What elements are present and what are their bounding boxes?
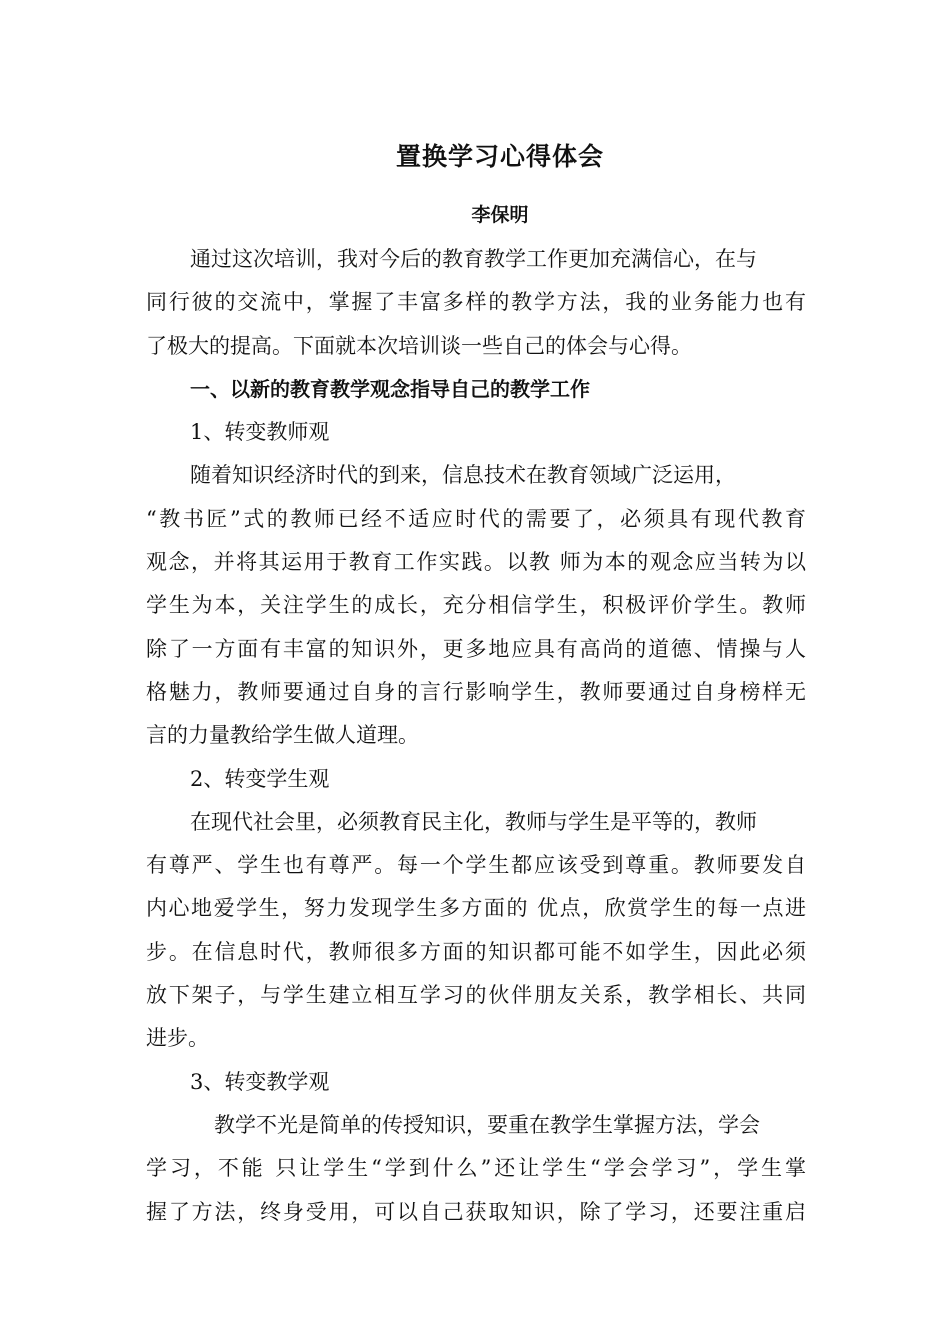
subsection-heading: 1、转变教师观	[190, 420, 330, 445]
section-heading: 一、以新的教育教学观念指导自己的教学工作	[190, 376, 590, 401]
paragraph-line: 有尊严、学生也有尊严。每一个学生都应该受到尊重。教师要发自	[146, 853, 806, 878]
paragraph-line: 教学不光是简单的传授知识，要重在教学生掌握方法，学会	[214, 1112, 760, 1137]
paragraph-line: 除了一方面有丰富的知识外，更多地应具有高尚的道德、情操与人	[146, 636, 806, 661]
paragraph-line: 通过这次培训，我对今后的教育教学工作更加充满信心，在与	[190, 247, 757, 271]
document-title: 置换学习心得体会	[395, 142, 604, 171]
paragraph-line: 握了方法，终身受用，可以自己获取知识，除了学习，还要注重启	[146, 1199, 806, 1224]
paragraph-line: 进步。	[146, 1026, 209, 1051]
paragraph-line: 放下架子，与学生建立相互学习的伙伴朋友关系，教学相长、共同	[146, 983, 806, 1008]
paragraph-line: 格魅力，教师要通过自身的言行影响学生，教师要通过自身榜样无	[146, 679, 806, 704]
paragraph-line: 随着知识经济时代的到来，信息技术在教育领域广泛运用，	[190, 463, 736, 488]
author-name: 李保明	[471, 204, 529, 226]
paragraph-line: 学习，不能 只让学生“学到什么”还让学生“学会学习”，学生掌	[146, 1156, 806, 1181]
subsection-heading: 2、转变学生观	[190, 766, 330, 791]
paragraph-line: 内心地爱学生，努力发现学生多方面的 优点，欣赏学生的每一点进	[146, 896, 806, 921]
paragraph-line: 同行彼的交流中，掌握了丰富多样的教学方法，我的业务能力也有	[146, 290, 806, 315]
paragraph-line: 观念，并将其运用于教育工作实践。以教 师为本的观念应当转为以	[146, 550, 806, 575]
subsection-heading: 3、转变教学观	[190, 1069, 330, 1094]
paragraph-line: 了极大的提高。下面就本次培训谈一些自己的体会与心得。	[146, 333, 692, 358]
paragraph-line: 在现代社会里，必须教育民主化，教师与学生是平等的，教师	[190, 809, 757, 834]
paragraph-line: 言的力量教给学生做人道理。	[146, 723, 419, 748]
document-body	[146, 238, 806, 1234]
paragraph-line: 学生为本，关注学生的成长，充分相信学生，积极评价学生。教师	[146, 593, 806, 618]
paragraph-line: 步。在信息时代，教师很多方面的知识都可能不如学生，因此必须	[146, 939, 806, 964]
paragraph-line: “教书匠”式的教师已经不适应时代的需要了，必须具有现代教育	[146, 506, 806, 531]
